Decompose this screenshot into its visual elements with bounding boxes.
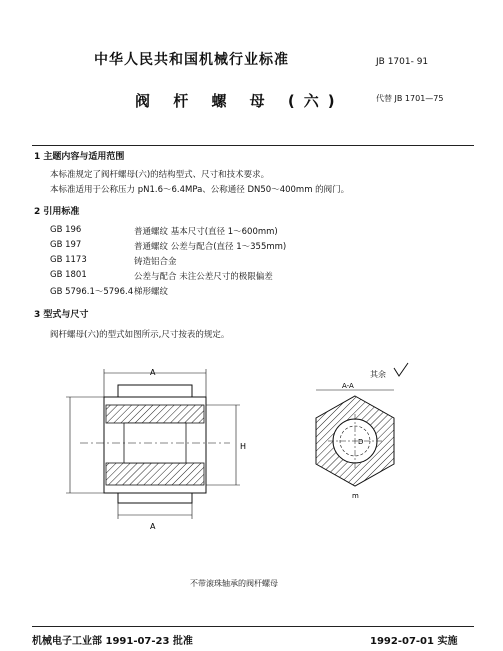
ref-title: 普通螺纹 公差与配合(直径 1～355mm) xyxy=(134,242,287,252)
standard-code: JB 1701- 91 xyxy=(376,57,429,67)
ref-code: GB 5796.1～5796.4 xyxy=(50,287,134,297)
width-across-flats-label: m xyxy=(352,492,359,500)
ref-code: GB 1801 xyxy=(50,270,87,280)
roughness-note: 其余 xyxy=(370,370,386,379)
header-divider xyxy=(32,145,474,146)
ref-code: GB 1173 xyxy=(50,255,87,265)
effective-date: 1992-07-01 实施 xyxy=(370,636,458,647)
section-label-a-a: A-A xyxy=(342,382,354,390)
standard-organization: 中华人民共和国机械行业标准 xyxy=(94,52,289,68)
section-3-heading: 3 型式与尺寸 xyxy=(34,310,89,320)
figure-caption: 不带滚珠轴承的阀杆螺母 xyxy=(190,579,278,588)
lower-hatched-section xyxy=(106,463,204,485)
hexagon-end-view-drawing xyxy=(300,382,410,502)
section-view-drawing xyxy=(40,355,270,535)
ref-title: 普通螺纹 基本尺寸(直径 1～600mm) xyxy=(134,227,278,237)
section-mark-a-top: A xyxy=(150,368,156,377)
footer-divider xyxy=(32,626,474,627)
section-mark-a-bottom: A xyxy=(150,522,156,531)
bore-diameter-label: D xyxy=(358,438,364,446)
ref-code: GB 197 xyxy=(50,240,82,250)
roughness-symbol-icon xyxy=(392,362,412,378)
height-dimension-label: H xyxy=(240,442,247,451)
section-1-para-1: 本标准规定了阀杆螺母(六)的结构型式、尺寸和技术要求。 xyxy=(50,170,270,180)
ref-title: 铸造铝合金 xyxy=(134,257,177,267)
approval-date: 机械电子工业部 1991-07-23 批准 xyxy=(32,636,193,647)
upper-hatched-section xyxy=(106,405,204,423)
ref-title: 公差与配合 未注公差尺寸的极限偏差 xyxy=(134,272,273,282)
document-title: 阀 杆 螺 母 (六) xyxy=(135,92,344,110)
ref-title: 梯形螺纹 xyxy=(134,287,169,297)
ref-code: GB 196 xyxy=(50,225,82,235)
section-3-para-1: 阀杆螺母(六)的型式如图所示,尺寸按表的规定。 xyxy=(50,330,230,340)
section-2-heading: 2 引用标准 xyxy=(34,207,80,217)
section-1-heading: 1 主题内容与适用范围 xyxy=(34,152,125,162)
replaces-note: 代替 JB 1701—75 xyxy=(376,94,444,103)
section-1-para-2: 本标准适用于公称压力 pN1.6～6.4MPa、公称通径 DN50～400mm 的阀门。 xyxy=(50,185,350,195)
